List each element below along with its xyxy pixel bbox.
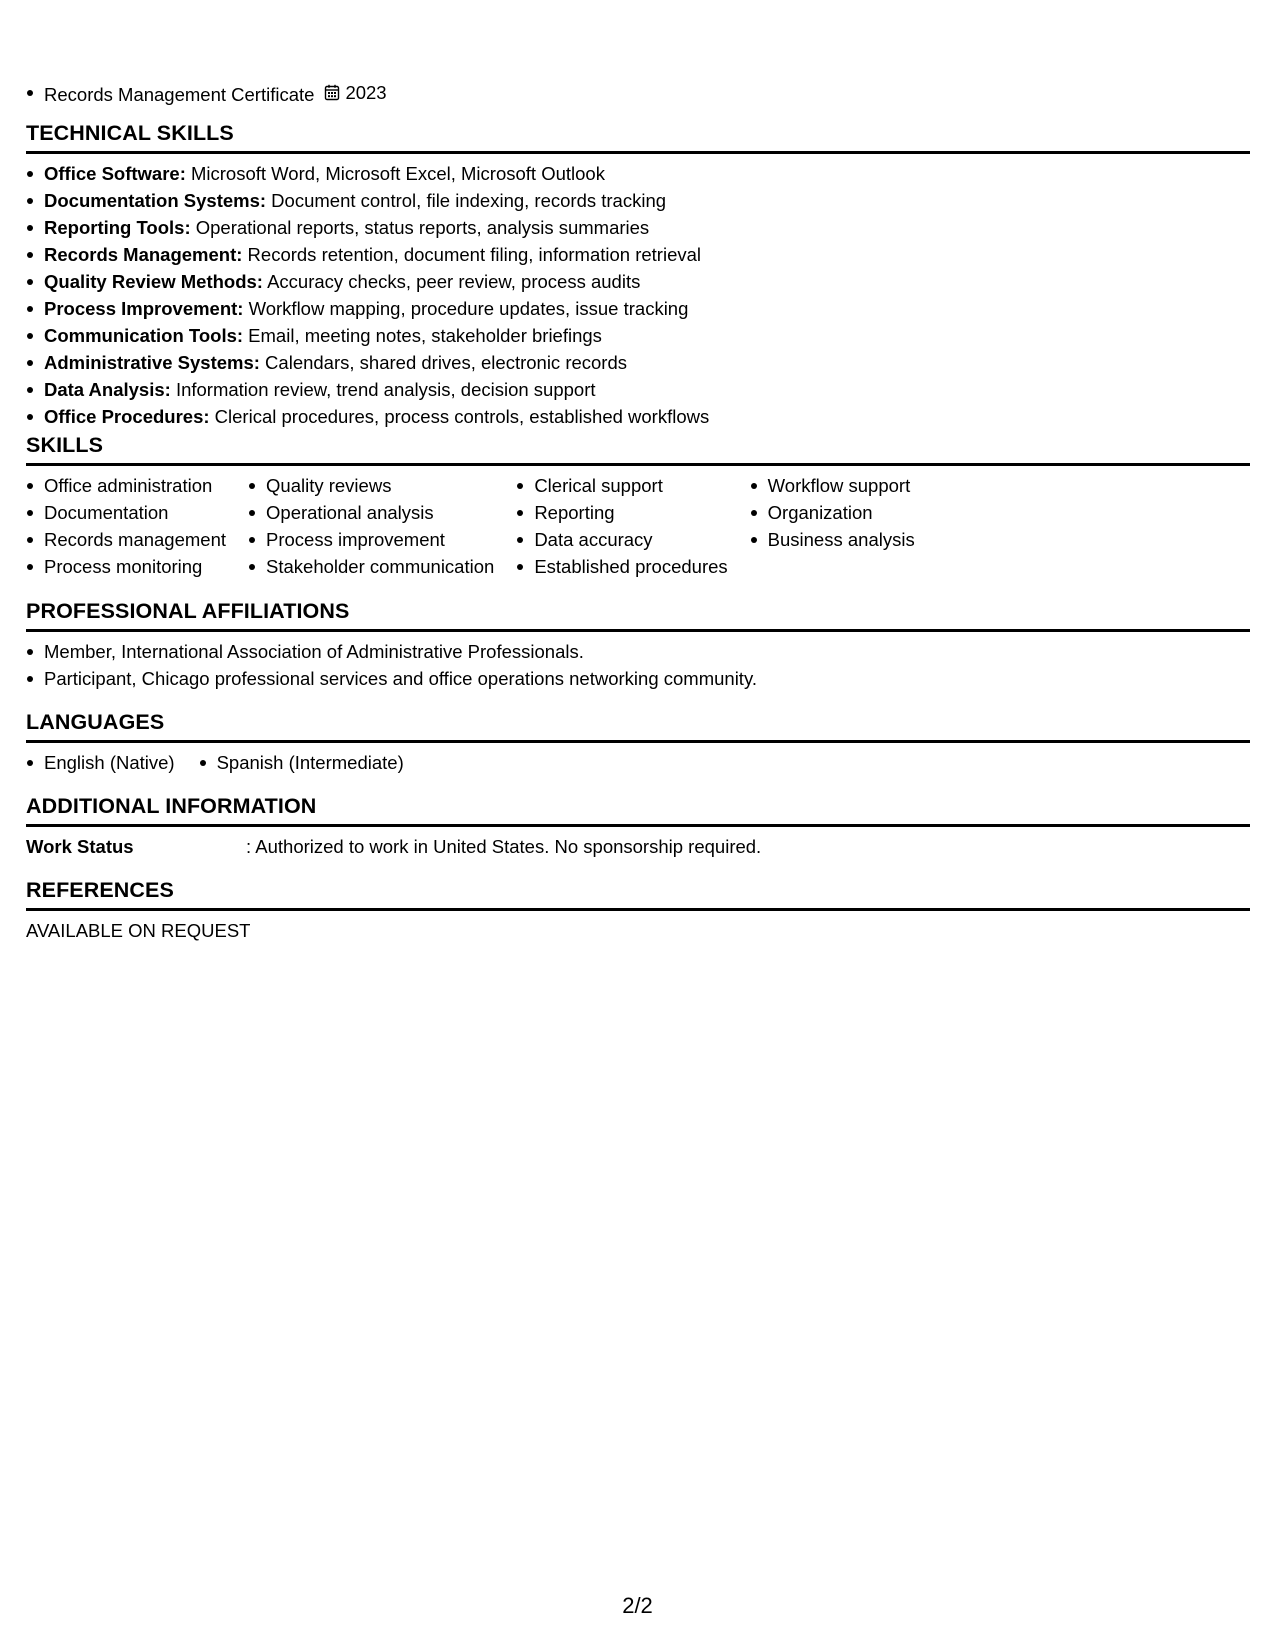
technical-skill-label: Reporting Tools: (44, 217, 191, 238)
skills-grid (26, 472, 1250, 580)
certification-year: 2023 (345, 82, 387, 103)
technical-skill-value: Records retention, document filing, information retrieval (242, 244, 702, 265)
certification-name: Records Management Certificate (44, 84, 315, 105)
certification-item (26, 79, 387, 108)
technical-skill-item (26, 376, 1250, 403)
additional-info-section (26, 792, 1250, 860)
technical-skill-item (26, 403, 1250, 430)
affiliation-item: Participant, Chicago professional services and office operations networking community. (26, 665, 1250, 692)
references-text: AVAILABLE ON REQUEST (26, 920, 251, 941)
languages-heading: LANGUAGES (26, 708, 1250, 743)
skill-item: Office administration (26, 472, 226, 499)
technical-skill-value: Calendars, shared drives, electronic records (259, 352, 628, 373)
skill-item: Operational analysis (248, 499, 494, 526)
technical-skill-label: Office Software: (44, 163, 186, 184)
skill-item: Quality reviews (248, 472, 494, 499)
technical-skill-value: Operational reports, status reports, analysis summaries (190, 217, 650, 238)
certification-date (324, 79, 386, 106)
skill-item: Workflow support (750, 472, 915, 499)
technical-skill-label: Process Improvement: (44, 298, 244, 319)
technical-skill-value: Email, meeting notes, stakeholder briefings (243, 325, 602, 346)
technical-skill-value: Information review, trend analysis, decision support (170, 379, 596, 400)
affiliations-section (26, 597, 1250, 692)
technical-skill-value: Clerical procedures, process controls, established workflows (209, 406, 710, 427)
skills-column (516, 472, 727, 580)
technical-skill-label: Data Analysis: (44, 379, 171, 400)
skill-item: Organization (750, 499, 915, 526)
skill-item: Business analysis (750, 526, 915, 553)
technical-skill-item (26, 187, 1250, 214)
technical-skill-label: Office Procedures: (44, 406, 210, 427)
work-status-label: Work Status (26, 836, 134, 857)
work-status-row (26, 833, 1250, 860)
technical-skill-item (26, 160, 1250, 187)
references-heading: REFERENCES (26, 876, 1250, 911)
calendar-icon (324, 84, 340, 101)
affiliation-item: Member, International Association of Administrative Professionals. (26, 638, 1250, 665)
skill-item: Documentation (26, 499, 226, 526)
language-item: Spanish (Intermediate) (199, 749, 404, 776)
references-section (26, 876, 1250, 944)
skills-column (750, 472, 915, 580)
technical-skill-label: Quality Review Methods: (44, 271, 263, 292)
skills-column (248, 472, 494, 580)
additional-info-body (26, 833, 1250, 860)
technical-skill-label: Administrative Systems: (44, 352, 260, 373)
technical-skill-item (26, 295, 1250, 322)
language-item: English (Native) (26, 749, 175, 776)
skill-item: Process monitoring (26, 553, 226, 580)
skill-item: Stakeholder communication (248, 553, 494, 580)
technical-skill-value: Accuracy checks, peer review, process audits (262, 271, 641, 292)
certification-list (26, 79, 387, 108)
technical-skill-value: Microsoft Word, Microsoft Excel, Microsoft Outlook (185, 163, 605, 184)
languages-list (26, 749, 1250, 776)
technical-skill-item (26, 214, 1250, 241)
technical-skill-item (26, 349, 1250, 376)
skill-item: Established procedures (516, 553, 727, 580)
technical-skill-value: Workflow mapping, procedure updates, issue tracking (243, 298, 689, 319)
technical-skill-value: Document control, file indexing, records tracking (266, 190, 667, 211)
skill-item: Process improvement (248, 526, 494, 553)
skill-item: Clerical support (516, 472, 727, 499)
additional-info-heading: ADDITIONAL INFORMATION (26, 792, 1250, 827)
page-number: 2/2 (622, 1593, 653, 1618)
work-status-value: : Authorized to work in United States. No sponsorship required. (246, 836, 762, 857)
technical-skills-section (26, 119, 1250, 430)
technical-skill-label: Records Management: (44, 244, 243, 265)
skills-column (26, 472, 226, 580)
technical-skill-item (26, 322, 1250, 349)
technical-skill-item (26, 241, 1250, 268)
skill-item: Data accuracy (516, 526, 727, 553)
technical-skill-label: Communication Tools: (44, 325, 244, 346)
skills-section (26, 431, 1250, 580)
affiliations-heading: PROFESSIONAL AFFILIATIONS (26, 597, 1250, 632)
skill-item: Reporting (516, 499, 727, 526)
languages-section (26, 708, 1250, 776)
skill-item: Records management (26, 526, 226, 553)
skills-heading: SKILLS (26, 431, 1250, 466)
technical-skill-label: Documentation Systems: (44, 190, 267, 211)
technical-skills-heading: TECHNICAL SKILLS (26, 119, 1250, 154)
technical-skills-list (26, 160, 1250, 430)
affiliations-list (26, 638, 1250, 692)
technical-skill-item (26, 268, 1250, 295)
